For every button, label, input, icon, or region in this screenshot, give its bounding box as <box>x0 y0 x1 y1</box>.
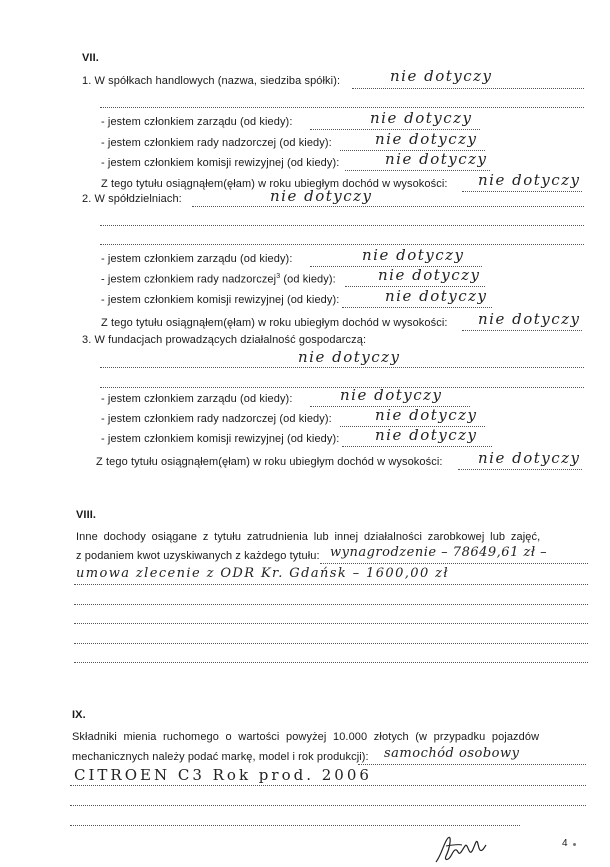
handwritten-item1-dochod: nie dotyczy <box>478 171 581 189</box>
item1-komisja-label: - jestem członkiem komisji rewizyjnej (od kiedy): <box>101 157 340 169</box>
item3-zarzad-label: - jestem członkiem zarządu (od kiedy): <box>101 393 293 405</box>
dotted-line <box>100 367 584 368</box>
item3-rada-label: - jestem członkiem rady nadzorczej (od kiedy): <box>101 413 332 425</box>
handwritten-item3-rada: nie dotyczy <box>375 406 478 424</box>
handwritten-item1-komisja: nie dotyczy <box>385 150 488 168</box>
handwritten-item3-komisja: nie dotyczy <box>375 426 478 444</box>
dotted-line <box>458 469 582 470</box>
page-number: 4 <box>562 838 568 849</box>
item3-dochod-label: Z tego tytułu osiągnąłem(ęłam) w roku ubiegłym dochód w wysokości: <box>96 456 443 468</box>
handwritten-item2-rada: nie dotyczy <box>378 266 481 284</box>
dotted-line <box>100 244 584 245</box>
dotted-line <box>74 662 588 663</box>
dotted-line <box>192 206 584 207</box>
handwritten-item2-dochod: nie dotyczy <box>478 310 581 328</box>
handwritten-item2-komisja: nie dotyczy <box>385 287 488 305</box>
handwritten-viii-1: wynagrodzenie – 78649,61 zł – <box>330 545 548 560</box>
handwritten-item3: nie dotyczy <box>298 348 401 366</box>
item2-komisja-label: - jestem członkiem komisji rewizyjnej (od kiedy): <box>101 294 340 306</box>
item2-zarzad-label: - jestem członkiem zarządu (od kiedy): <box>101 253 293 265</box>
item2-rada-label <box>101 273 336 286</box>
dotted-line <box>70 825 520 826</box>
dotted-line <box>320 563 588 564</box>
dotted-line <box>352 88 584 89</box>
signature <box>432 832 494 866</box>
item3-komisja-label: - jestem członkiem komisji rewizyjnej (od kiedy): <box>101 433 340 445</box>
footnote-marker: 3 <box>276 273 281 280</box>
dotted-line <box>358 764 586 765</box>
item1-rada-label: - jestem członkiem rady nadzorczej (od kiedy): <box>101 137 332 149</box>
handwritten-item3-zarzad: nie dotyczy <box>340 386 443 404</box>
section-viii-line2: z podaniem kwot uzyskiwanych z każdego tytułu: <box>76 550 320 562</box>
handwritten-item1-rada: nie dotyczy <box>375 130 478 148</box>
section-viii-heading: VIII. <box>76 509 97 521</box>
item1-zarzad-label: - jestem członkiem zarządu (od kiedy): <box>101 116 293 128</box>
item3-label: 3. W fundacjach prowadzących działalność gospodarczą: <box>82 334 367 346</box>
item1-label: 1. W spółkach handlowych (nazwa, siedziba spółki): <box>82 75 341 87</box>
dotted-line <box>70 785 586 786</box>
handwritten-item1: nie dotyczy <box>390 67 493 85</box>
dotted-line <box>74 623 588 624</box>
item2-dochod-label: Z tego tytułu osiągnąłem(ęłam) w roku ubiegłym dochód w wysokości: <box>101 317 448 329</box>
dotted-line <box>342 446 492 447</box>
item2-rada-tail: (od kiedy): <box>280 273 336 286</box>
handwritten-viii-2: umowa zlecenie z ODR Kr. Gdańsk – 1600,00 zł <box>76 566 450 581</box>
dotted-line <box>70 805 586 806</box>
scan-speck <box>573 843 576 846</box>
handwritten-item2: nie dotyczy <box>270 187 373 205</box>
handwritten-ix-2: CITROEN C3 Rok prod. 2006 <box>74 766 372 784</box>
dotted-line <box>74 643 588 644</box>
section-ix-line2: mechanicznych należy podać markę, model i rok produkcji): <box>72 751 369 763</box>
dotted-line <box>100 225 584 226</box>
dotted-line <box>462 191 582 192</box>
dotted-line <box>100 107 584 108</box>
dotted-line <box>342 307 492 308</box>
item1-dochod-label: Z tego tytułu osiągnąłem(ęłam) w roku ubiegłym dochód w wysokości: <box>101 178 448 190</box>
item2-label: 2. W spółdzielniach: <box>82 193 182 205</box>
dotted-line <box>462 330 582 331</box>
section-viii-line1: Inne dochody osiągane z tytułu zatrudnienia lub innej działalności zarobkowej lub zajęć, <box>76 531 541 543</box>
handwritten-item1-zarzad: nie dotyczy <box>370 109 473 127</box>
handwritten-item2-zarzad: nie dotyczy <box>362 246 465 264</box>
dotted-line <box>74 584 588 585</box>
dotted-line <box>74 604 588 605</box>
handwritten-item3-dochod: nie dotyczy <box>478 449 581 467</box>
dotted-line <box>345 170 490 171</box>
section-ix-heading: IX. <box>72 709 86 721</box>
handwritten-ix-1: samochód osobowy <box>384 746 520 761</box>
item2-rada-text: - jestem członkiem rady nadzorczej <box>101 273 277 286</box>
section-ix-line1: Składniki mienia ruchomego o wartości powyżej 10.000 złotych (w przypadku pojazdów <box>72 731 540 743</box>
section-vii-heading: VII. <box>82 52 99 64</box>
